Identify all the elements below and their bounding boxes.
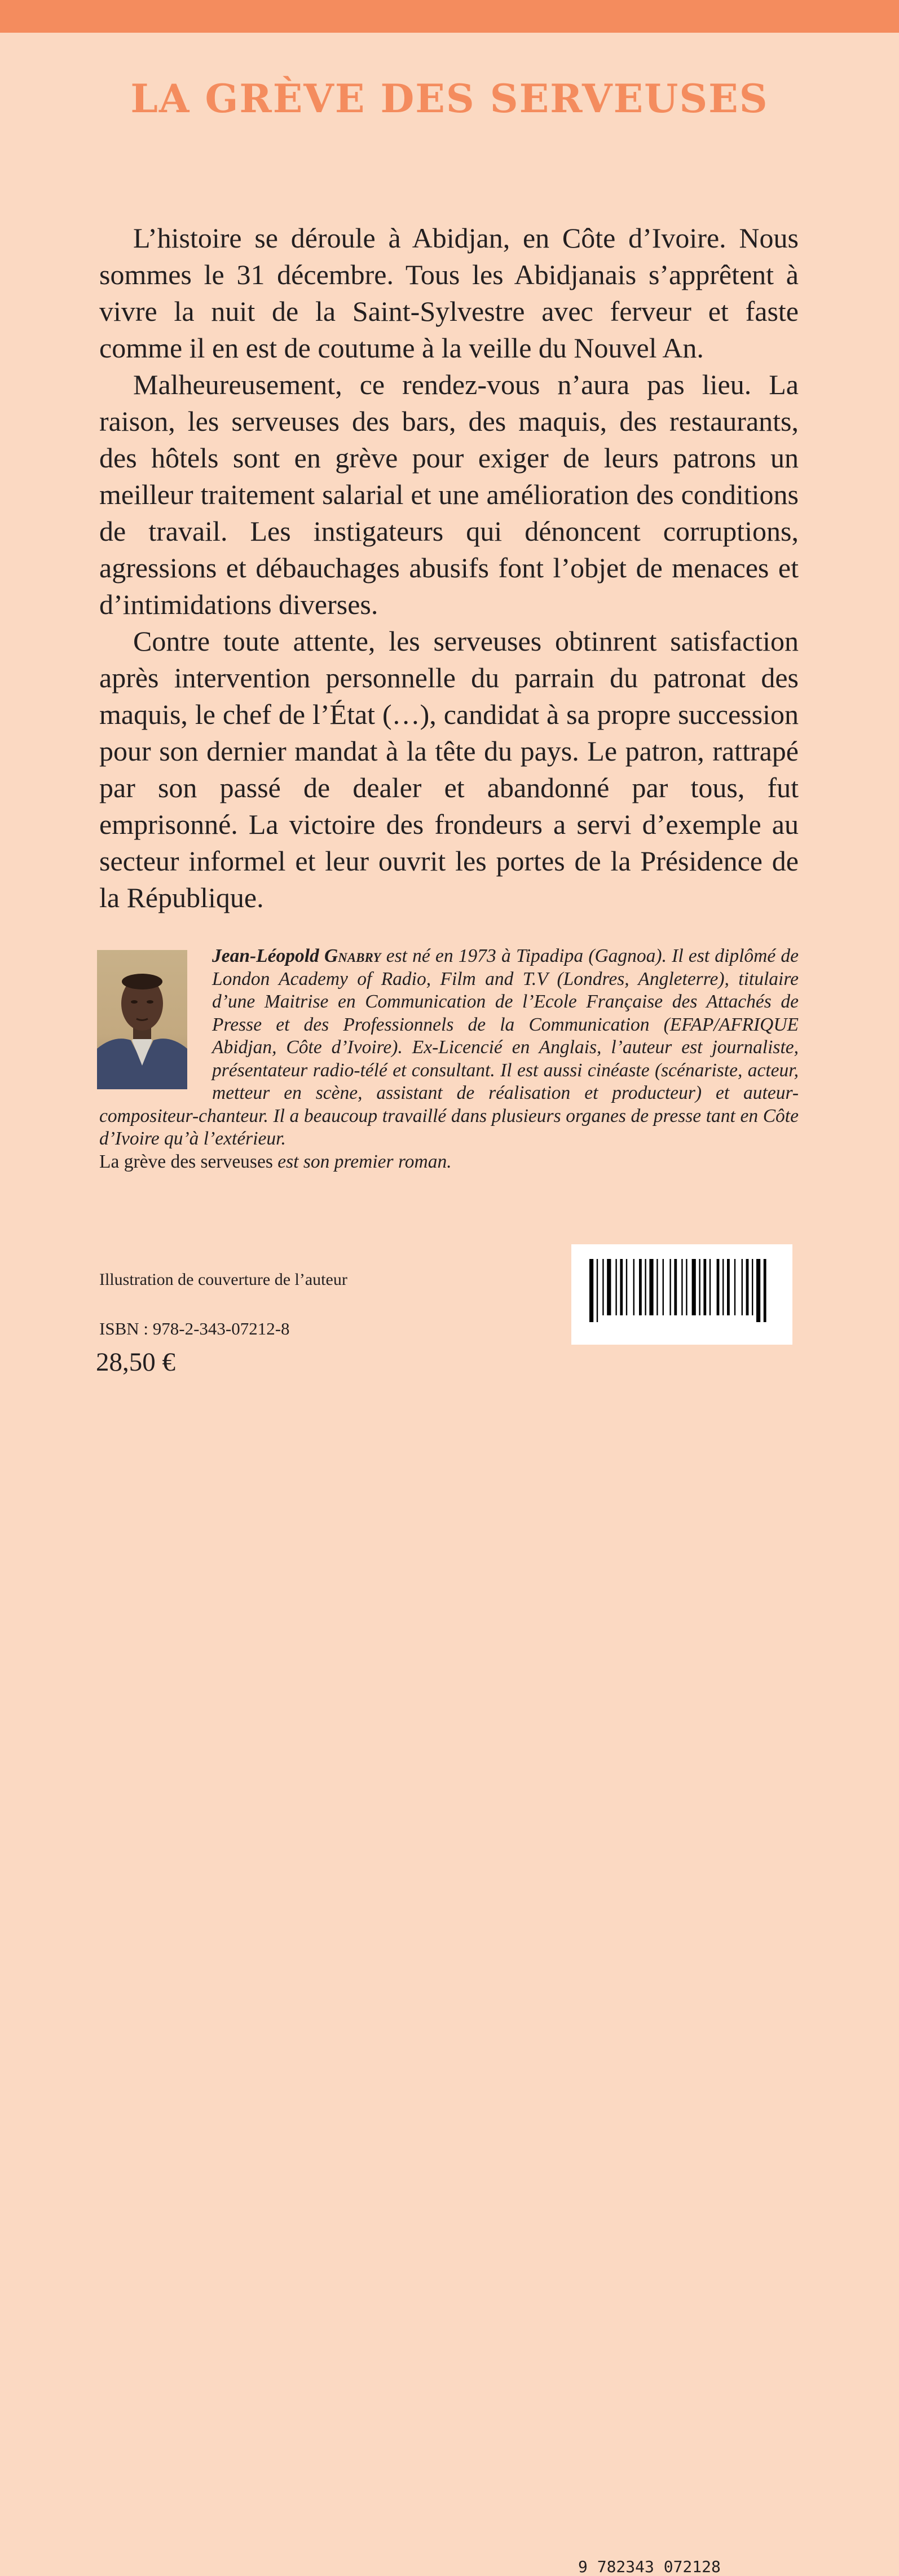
barcode-bar	[645, 1259, 646, 1315]
barcode-bar	[626, 1259, 627, 1315]
barcode-bar	[681, 1259, 682, 1315]
barcode-bar	[589, 1259, 593, 1322]
barcode-bar	[746, 1259, 749, 1315]
barcode-bar	[686, 1259, 687, 1315]
barcode	[571, 1244, 792, 2576]
synopsis-paragraph-3: Contre toute attente, les serveuses obtinrent satisfaction après intervention personnelle du parrain du patronat des maquis, le chef de l’État (…), candidat à sa propre succession pour son dernier mandat à la tête du pays. Le patron, rattrapé par son passé de dealer et abandonné par tous, fut emprisonné. La victoire des frondeurs a servi d’exemple au secteur informel et leur ouvrit les portes de la Présidence de la République.	[99, 625, 799, 913]
barcode-bar	[663, 1259, 664, 1315]
author-bio	[99, 945, 799, 1173]
book-title: LA GRÈVE DES SERVEUSES	[130, 76, 769, 122]
barcode-bar	[656, 1259, 658, 1315]
synopsis-paragraph-2: Malheureusement, ce rendez-vous n’aura pas lieu. La raison, les serveuses des bars, des maquis, des restaurants, des hôtels sont en grève pour exiger de leurs patrons un meilleur traitement salarial et une amélioration des conditions de travail. Les instigateurs qui dénoncent corruptions, agressions et débauchages abusifs font l’objet de menaces et d’intimidations diverses.	[99, 369, 799, 620]
synopsis	[99, 220, 799, 916]
author-first-name: Jean-Léopold	[212, 945, 319, 966]
barcode-bar	[722, 1259, 724, 1315]
barcode-bar	[734, 1259, 735, 1315]
isbn: ISBN : 978-2-343-07212-8	[99, 1319, 290, 1338]
barcode-bar	[602, 1259, 603, 1315]
barcode-bar	[649, 1259, 653, 1315]
barcode-bar	[717, 1259, 720, 1315]
barcode-bars	[578, 1259, 787, 1322]
illustration-credit: Illustration de couverture de l’auteur	[99, 1270, 347, 1289]
barcode-bar	[692, 1259, 696, 1315]
barcode-bar	[597, 1259, 598, 1322]
barcode-bar	[669, 1259, 671, 1315]
barcode-bar	[727, 1259, 730, 1315]
top-color-band	[0, 0, 899, 33]
barcode-bar	[742, 1259, 743, 1315]
barcode-digits: 9 782343 072128	[578, 2557, 721, 2576]
barcode-bar	[752, 1259, 753, 1315]
barcode-bar	[674, 1259, 677, 1315]
barcode-bar	[699, 1259, 700, 1315]
barcode-bar	[620, 1259, 623, 1315]
barcode-bar	[615, 1259, 616, 1315]
novel-note: est son premier roman.	[277, 1151, 452, 1172]
barcode-bar	[703, 1259, 706, 1315]
author-last-name: Gnabry	[324, 945, 381, 966]
barcode-bar	[756, 1259, 760, 1322]
barcode-bar	[639, 1259, 642, 1315]
barcode-bar	[633, 1259, 634, 1315]
barcode-bar	[764, 1259, 766, 1322]
novel-title: La grève des serveuses	[99, 1151, 273, 1172]
barcode-bar	[607, 1259, 611, 1315]
synopsis-paragraph-1: L’histoire se déroule à Abidjan, en Côte d’Ivoire. Nous sommes le 31 décembre. Tous les Abidjanais s’apprêtent à vivre la nuit de la Saint-Sylvestre avec ferveur et faste comme il en est de coutume à la veille du Nouvel An.	[99, 222, 799, 364]
barcode-bar	[709, 1259, 711, 1315]
author-bio-text: est né en 1973 à Tipadipa (Gagnoa). Il est diplômé de London Academy of Radio, Film and T.V (Londres, Angleterre), titulaire d’une Maitrise en Communication de l’Ecole Française des Attachés de Presse et des Professionnels de la Communication (EFAP/AFRIQUE Abidjan, Côte d’Ivoire). Ex-Licencié en Anglais, l’auteur est journaliste, présentateur radio-télé et consultant. Il est aussi cinéaste (scénariste, acteur, metteur en scène, assistant de réalisation et producteur) et auteur-compositeur-chanteur. Il a beaucoup travaillé dans plusieurs organes de presse tant en Côte d’Ivoire qu’à l’extérieur.	[99, 945, 799, 1149]
price: 28,50 €	[96, 1347, 175, 1377]
